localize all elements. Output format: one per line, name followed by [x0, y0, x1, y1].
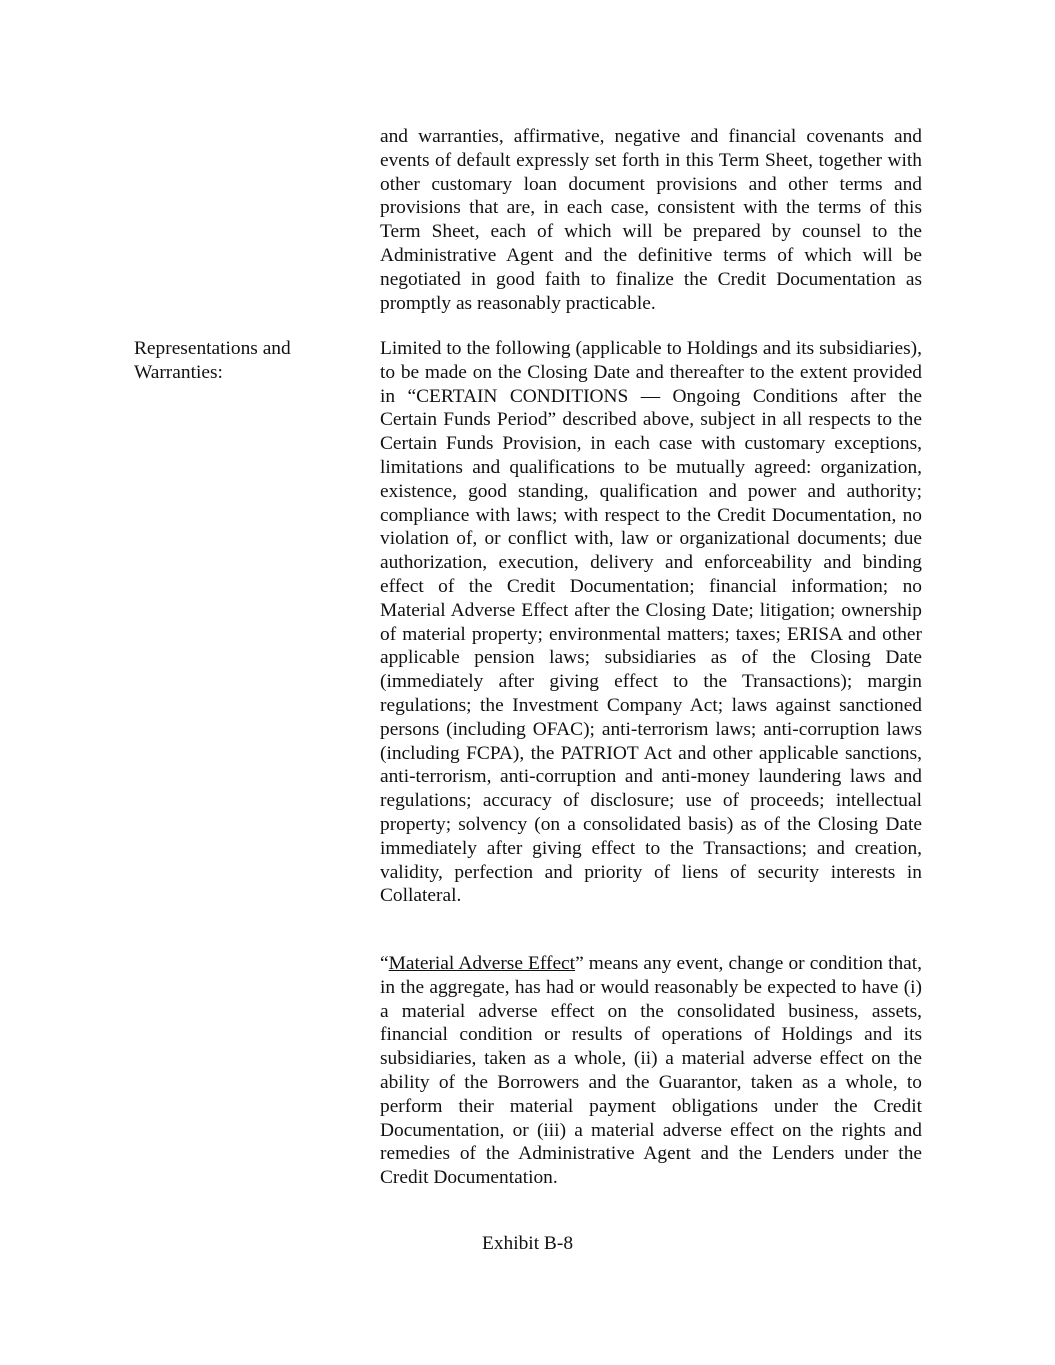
mae-defined-term: Material Adverse Effect — [388, 953, 576, 974]
representations-label-line2: Warranties: — [134, 361, 223, 383]
mae-definition-body — [380, 952, 922, 1190]
representations-body — [380, 337, 922, 908]
page-footer — [0, 1232, 1055, 1256]
representations-label — [134, 337, 334, 385]
continuation-text: and warranties, affirmative, negative and financial covenants and events of default expressly set forth in this Term Sheet, together with other customary loan document provisions and other terms and provisions that are, in each case, consistent with the terms of this Term Sheet, each of which will be prepared by counsel to the Administrative Agent and the definitive terms of which will be negotiated in good faith to finalize the Credit Documentation as promptly as reasonably practicable. — [380, 126, 922, 314]
mae-definition-text: ” means any event, change or condition that, in the aggregate, has had or would reasonably be expected to have (i) a material adverse effect on the consolidated business, assets, financial condition or results of operations of Holdings and its subsidiaries, taken as a whole, (ii) a material adverse effect on the ability of the Borrowers and the Guarantor, taken as a whole, to perform their material payment obligations under the Credit Documentation, or (iii) a material adverse effect on the rights and remedies of the Administrative Agent and the Lenders under the Credit Documentation. — [380, 953, 923, 1189]
exhibit-page-number: Exhibit B-8 — [481, 1233, 574, 1254]
representations-label-line1: Representations and — [134, 338, 291, 359]
continuation-paragraph — [380, 125, 922, 315]
mae-definition-paragraph — [380, 952, 922, 1190]
mae-open-quote: “ — [380, 953, 389, 974]
representations-text: Limited to the following (applicable to Holdings and its subsidiaries), to be made on the Closing Date and thereafter to the extent provided in “CERTAIN CONDITIONS — Ongoing Conditions after the Certain Funds Period” described above, subject in all respects to the Certain Funds Provision, in each case with customary exceptions, limitations and qualifications to be mutually agreed: organization, existence, good standing, qualification and power and authority; compliance with laws; with respect to the Credit Documentation, no violation of, or conflict with, law or organizational documents; due authorization, execution, delivery and enforceability and binding effect of the Credit Documentation; financial information; no Material Adverse Effect after the Closing Date; litigation; ownership of material property; environmental matters; taxes; ERISA and other applicable pension laws; subsidiaries as of the Closing Date (immediately after giving effect to the Transactions); margin regulations; the Investment Company Act; laws against sanctioned persons (including OFAC); anti-terrorism laws; anti-corruption laws (including FCPA), the PATRIOT Act and other applicable sanctions, anti-terrorism, anti-corruption and anti-money laundering laws and regulations; accuracy of disclosure; use of proceeds; intellectual property; solvency (on a consolidated basis) as of the Closing Date immediately after giving effect to the Transactions; and creation, validity, perfection and priority of liens of security interests in Collateral. — [380, 338, 922, 907]
